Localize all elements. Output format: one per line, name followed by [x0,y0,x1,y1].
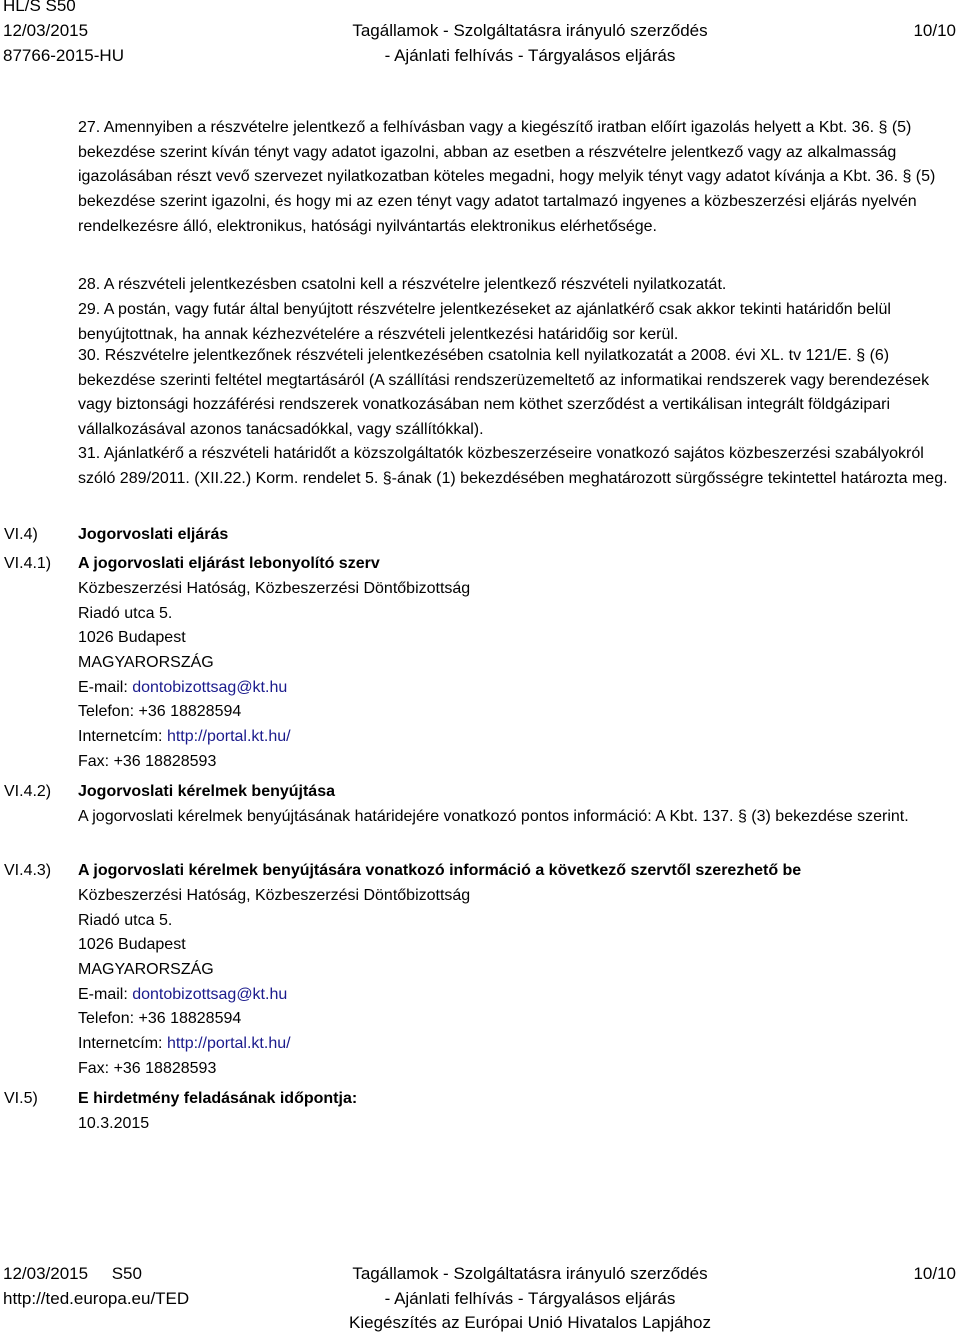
section-number-vi5: VI.5) [4,1090,38,1107]
email-link[interactable]: dontobizottsag@kt.hu [132,986,288,1003]
paragraph-28: 28. A részvételi jelentkezésben csatolni kell a részvételre jelentkező részvételi nyilatkozatát. [78,276,727,293]
section-text-vi42: A jogorvoslati kérelmek benyújtásának határidejére vonatkozó pontos információ: A Kbt. 137. § (3) bekezdése szerint. [78,808,909,825]
footer-title-line2: - Ajánlati felhívás - Tárgyalásos eljárás [384,1289,676,1308]
header-title-line1: Tagállamok - Szolgáltatásra irányuló szerződés [352,21,708,40]
web-label: Internetcím: [78,728,163,745]
header-date: 12/03/2015 [3,21,89,40]
footer-url[interactable]: http://ted.europa.eu/TED [3,1289,190,1308]
paragraph-30: 30. Részvételre jelentkezőnek részvételi jelentkezésében csatolnia kell nyilatkozatát a 2008. évi XL. tv 121/E. § (6) bekezdése szerinti feltétel megtartásáról (A szállítási rendszerüzemeltető az informatikai rendszerek vagy berendezések vagy biztonsági hozzáférési rendszerek vonatkozásában nem köthet szerződést a vertikálisan integrált földgázipari vállalkozásával azonos tanácsadókkal, vagy szállítókkal). [78,347,930,439]
org-city: 1026 Budapest [78,936,186,953]
footer-date-code: 12/03/2015 S50 [3,1264,142,1283]
org-street: Riadó utca 5. [78,912,173,929]
section-number-vi43: VI.4.3) [4,862,52,879]
org-street: Riadó utca 5. [78,605,173,622]
page-footer [0,1260,960,1334]
footer-title-line1: Tagállamok - Szolgáltatásra irányuló szerződés [352,1264,708,1283]
org-web-line [78,725,291,750]
paragraph-29: 29. A postán, vagy futár által benyújtott részvételre jelentkezéseket az ajánlatkérő csak akkor tekinti határidőn belül benyújtottnak, ha annak kézhezvételére a részvételi jelentkezési határidőig sor kerül. [78,301,891,343]
org-phone: Telefon: +36 18828594 [78,703,242,720]
section-title-vi43: A jogorvoslati kérelmek benyújtására vonatkozó információ a következő szervtől szerezhető be [78,862,802,879]
org-web-line [78,1032,291,1057]
email-link[interactable]: dontobizottsag@kt.hu [132,679,288,696]
web-label: Internetcím: [78,1035,163,1052]
org-fax: Fax: +36 18828593 [78,1060,217,1077]
org-country: MAGYARORSZÁG [78,961,214,978]
section-number-vi4: VI.4) [4,526,38,543]
org-phone: Telefon: +36 18828594 [78,1010,242,1027]
org-city: 1026 Budapest [78,629,186,646]
page-header [0,0,960,70]
dispatch-date: 10.3.2015 [78,1115,150,1132]
org-email-line [78,983,287,1008]
web-link[interactable]: http://portal.kt.hu/ [166,1035,291,1052]
section-title-vi42: Jogorvoslati kérelmek benyújtása [78,783,335,800]
web-link[interactable]: http://portal.kt.hu/ [166,728,291,745]
header-number: 87766-2015-HU [3,46,124,65]
section-number-vi41: VI.4.1) [4,555,52,572]
paragraph-27: 27. Amennyiben a részvételre jelentkező a felhívásban vagy a kiegészítő iratban előírt igazolás helyett a Kbt. 36. § (5) bekezdése szerint kíván tényt vagy adatot igazolni, abban az esetben a részvételre jelentkező vagy az alkalmasság igazolásában részt vevő szervezet nyilatkozatban köteles megadni, hogy melyik tényt vagy adatot kívánja a Kbt. 36. § (5) bekezdése szerint igazolni, és hogy mi az ezen tényt vagy adatot tartalmazó ingyenes a közbeszerzési eljárás nyelvén rendelkezésre álló, elektronikus, hatósági nyilvántartás elektronikus elérhetősége. [78,119,936,235]
section-number-vi42: VI.4.2) [4,783,52,800]
email-label: E-mail: [78,679,128,696]
section-title-vi5: E hirdetmény feladásának időpontja: [78,1090,358,1107]
paragraph-31: 31. Ajánlatkérő a részvételi határidőt a közszolgáltatók közbeszerzéseire vonatkozó sajátos közbeszerzési szabályokról szóló 289/2011. (XII.22.) Korm. rendelet 5. §-ának (1) bekezdésében meghatározott sürgősségre tekintettel határozta meg. [78,445,948,487]
org-email-line [78,676,287,701]
section-title-vi4: Jogorvoslati eljárás [78,526,229,543]
org-fax: Fax: +36 18828593 [78,753,217,770]
header-page: 10/10 [913,21,956,40]
section-title-vi41: A jogorvoslati eljárást lebonyolító szerv [78,555,380,572]
footer-title-line3: Kiegészítés az Európai Unió Hivatalos Lapjához [349,1313,711,1332]
doc-type: HL/S S50 [3,0,76,15]
header-title-line2: - Ajánlati felhívás - Tárgyalásos eljárás [384,46,676,65]
org-name: Közbeszerzési Hatóság, Közbeszerzési Döntőbizottság [78,887,471,904]
org-country: MAGYARORSZÁG [78,654,214,671]
org-name: Közbeszerzési Hatóság, Közbeszerzési Döntőbizottság [78,580,471,597]
footer-page: 10/10 [913,1264,956,1283]
email-label: E-mail: [78,986,128,1003]
